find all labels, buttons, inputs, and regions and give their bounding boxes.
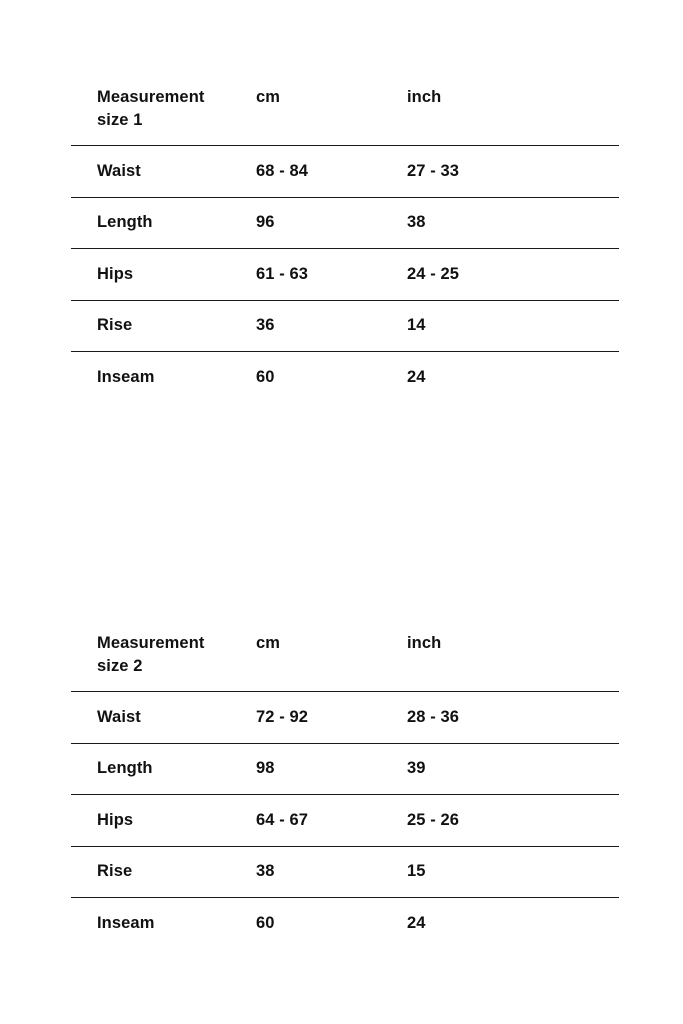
row-label: Hips: [97, 264, 134, 283]
row-cm-value: 61 - 63: [256, 264, 309, 283]
row-inch-value: 39: [407, 759, 426, 778]
header-cm-label: cm: [256, 88, 281, 106]
table-row-length: [71, 198, 619, 250]
header-measurement-cell: [71, 86, 256, 145]
table-row-inseam: [71, 898, 619, 950]
table-header: [71, 86, 619, 146]
row-label: Inseam: [97, 914, 155, 933]
header-size-label: size 2: [97, 657, 143, 675]
row-inch-value: 15: [407, 862, 426, 881]
table-row-hips: [71, 249, 619, 301]
row-inch-value: 24: [407, 914, 426, 933]
table-row-rise: [71, 301, 619, 353]
row-inch-value: 28 - 36: [407, 707, 460, 726]
row-inch-value: 24: [407, 368, 426, 387]
row-cm-value: 60: [256, 368, 275, 387]
row-cm-value: 68 - 84: [256, 161, 309, 180]
row-label: Length: [97, 213, 153, 232]
row-cm-value: 38: [256, 862, 275, 881]
header-measurement-label: Measurement: [97, 634, 205, 652]
row-label: Hips: [97, 810, 134, 829]
row-label: Inseam: [97, 368, 155, 387]
row-cm-value: 98: [256, 759, 275, 778]
header-cm-label: cm: [256, 634, 281, 652]
table-row-inseam: [71, 352, 619, 404]
row-cm-value: 36: [256, 316, 275, 335]
row-label: Rise: [97, 862, 133, 881]
row-inch-value: 38: [407, 213, 426, 232]
table-header: [71, 632, 619, 692]
table-row-rise: [71, 847, 619, 899]
header-measurement-label: Measurement: [97, 88, 205, 106]
row-cm-value: 96: [256, 213, 275, 232]
row-cm-value: 60: [256, 914, 275, 933]
row-inch-value: 24 - 25: [407, 264, 460, 283]
table-row-waist: [71, 692, 619, 744]
row-label: Waist: [97, 161, 141, 180]
row-inch-value: 14: [407, 316, 426, 335]
row-inch-value: 25 - 26: [407, 810, 460, 829]
size-table-1: [71, 86, 619, 404]
row-inch-value: 27 - 33: [407, 161, 460, 180]
size-table-2: [71, 632, 619, 950]
row-cm-value: 72 - 92: [256, 707, 309, 726]
table-row-waist: [71, 146, 619, 198]
row-label: Rise: [97, 316, 133, 335]
row-cm-value: 64 - 67: [256, 810, 309, 829]
row-label: Waist: [97, 707, 141, 726]
row-label: Length: [97, 759, 153, 778]
header-measurement-cell: [71, 632, 256, 691]
header-size-label: size 1: [97, 111, 143, 129]
table-row-length: [71, 744, 619, 796]
header-inch-label: inch: [407, 88, 442, 106]
header-inch-label: inch: [407, 634, 442, 652]
table-row-hips: [71, 795, 619, 847]
